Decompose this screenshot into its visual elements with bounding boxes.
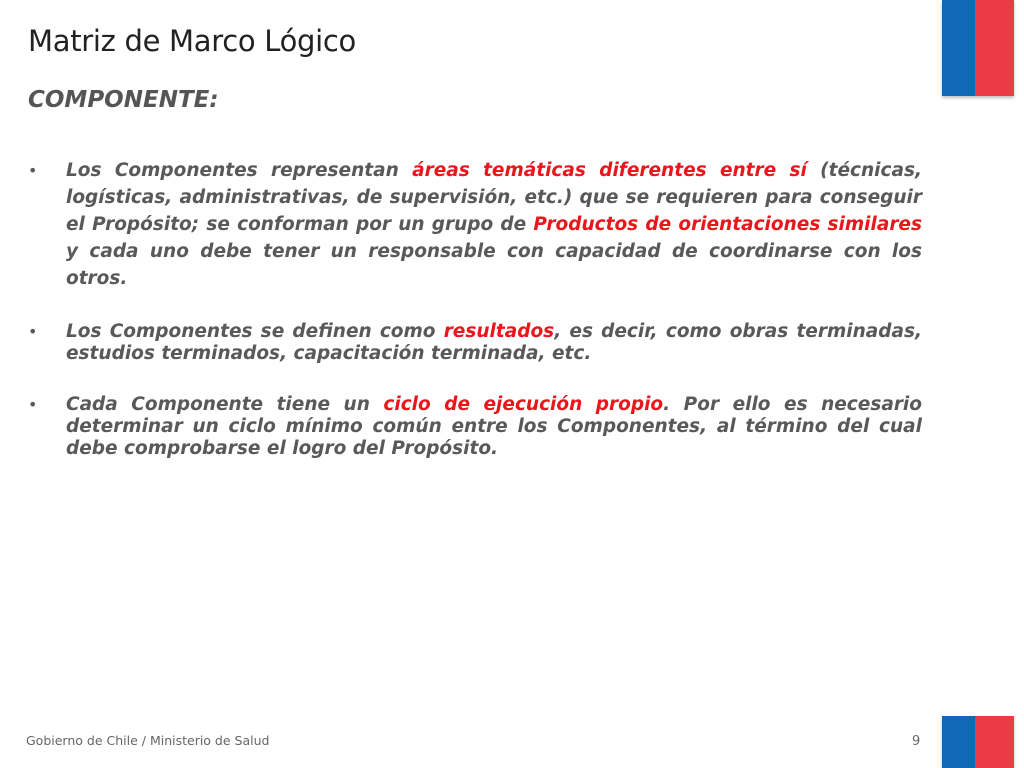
bullet-3-text-1: Cada Componente tiene un <box>66 394 384 415</box>
bullet-icon: • <box>28 161 38 180</box>
chile-flag-icon-top <box>942 0 1014 96</box>
flag-red-stripe <box>975 0 1014 96</box>
flag-red-stripe <box>975 716 1014 768</box>
bullet-item-3 <box>28 394 922 460</box>
chile-flag-icon-bottom <box>942 716 1014 768</box>
bullet-item-1 <box>28 157 922 292</box>
bullet-icon: • <box>28 322 38 341</box>
bullet-1-text-1: Los Componentes representan <box>66 160 413 181</box>
bullet-1-highlight-2: Productos de orientaciones similares <box>533 214 922 235</box>
bullet-1-text-2: (técnicas, logísticas, administrativas, de supervisión, etc.) que se requieren para conseguir el Propósito; se conforman por un grupo de <box>66 160 922 235</box>
bullet-3-text-2: . Por ello es necesario determinar un ciclo mínimo común entre los Componentes, al término del cual debe comprobarse el logro del Propósito. <box>66 394 922 459</box>
bullet-2-text-2: , es decir, como obras terminadas, estudios terminados, capacitación terminada, etc. <box>66 321 922 364</box>
flag-blue-stripe <box>942 0 975 96</box>
slide-title: Matriz de Marco Lógico <box>28 24 356 58</box>
slide-subtitle: COMPONENTE: <box>28 87 219 113</box>
bullet-list <box>28 157 922 460</box>
bullet-3-highlight-1: ciclo de ejecución propio <box>383 394 664 415</box>
bullet-1-text-3: y cada uno debe tener un responsable con capacidad de coordinarse con los otros. <box>66 241 922 289</box>
bullet-item-2 <box>28 321 922 365</box>
bullet-2-text-1: Los Componentes se definen como <box>66 321 444 342</box>
page-number: 9 <box>912 734 921 749</box>
bullet-1-highlight-1: áreas temáticas diferentes entre sí <box>412 160 807 181</box>
flag-blue-stripe <box>942 716 975 768</box>
bullet-2-highlight-1: resultados <box>443 321 555 342</box>
bullet-icon: • <box>28 395 38 414</box>
footer-organization: Gobierno de Chile / Ministerio de Salud <box>26 733 270 748</box>
